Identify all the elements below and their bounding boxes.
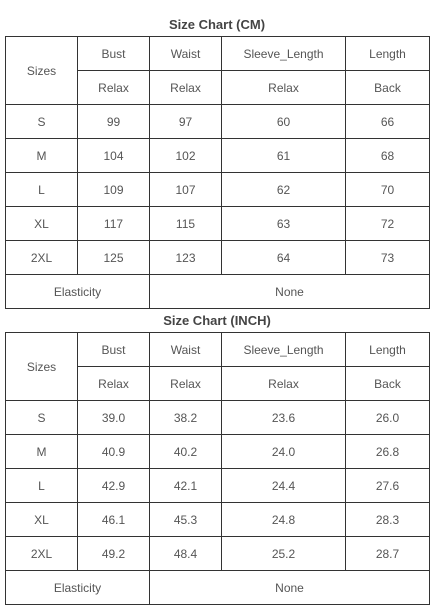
value-cell: 23.6	[222, 401, 346, 435]
column-header: Length	[346, 333, 430, 367]
elasticity-value: None	[150, 571, 430, 605]
value-cell: 62	[222, 173, 346, 207]
table-row	[6, 469, 430, 503]
value-cell: 97	[150, 105, 222, 139]
table-row	[6, 173, 430, 207]
value-cell: 45.3	[150, 503, 222, 537]
size-cell: S	[6, 401, 78, 435]
table-row	[6, 435, 430, 469]
table-row	[6, 207, 430, 241]
size-cell: XL	[6, 503, 78, 537]
footer-row	[6, 275, 430, 309]
table-row	[6, 105, 430, 139]
value-cell: 61	[222, 139, 346, 173]
table-row	[6, 139, 430, 173]
size-cell: L	[6, 173, 78, 207]
value-cell: 73	[346, 241, 430, 275]
size-cell: 2XL	[6, 537, 78, 571]
column-header: Bust	[78, 37, 150, 71]
value-cell: 28.3	[346, 503, 430, 537]
size-table	[5, 36, 430, 309]
value-cell: 42.9	[78, 469, 150, 503]
size-cell: S	[6, 105, 78, 139]
size-cell: XL	[6, 207, 78, 241]
value-cell: 72	[346, 207, 430, 241]
sizes-header: Sizes	[6, 333, 78, 401]
value-cell: 123	[150, 241, 222, 275]
value-cell: 109	[78, 173, 150, 207]
value-cell: 70	[346, 173, 430, 207]
column-subheader: Relax	[78, 367, 150, 401]
value-cell: 26.8	[346, 435, 430, 469]
value-cell: 125	[78, 241, 150, 275]
value-cell: 42.1	[150, 469, 222, 503]
size-cell: L	[6, 469, 78, 503]
value-cell: 117	[78, 207, 150, 241]
header-row	[6, 333, 430, 367]
chart-title: Size Chart (INCH)	[163, 313, 271, 328]
size-cell: M	[6, 139, 78, 173]
table-row	[6, 537, 430, 571]
column-subheader: Back	[346, 367, 430, 401]
value-cell: 46.1	[78, 503, 150, 537]
size-chart-cm	[5, 14, 429, 309]
value-cell: 49.2	[78, 537, 150, 571]
value-cell: 40.9	[78, 435, 150, 469]
size-chart-inch	[5, 310, 429, 605]
value-cell: 60	[222, 105, 346, 139]
column-header: Bust	[78, 333, 150, 367]
size-cell: M	[6, 435, 78, 469]
elasticity-value: None	[150, 275, 430, 309]
value-cell: 107	[150, 173, 222, 207]
header-row	[6, 37, 430, 71]
value-cell: 64	[222, 241, 346, 275]
value-cell: 28.7	[346, 537, 430, 571]
value-cell: 99	[78, 105, 150, 139]
column-subheader: Relax	[150, 71, 222, 105]
chart-title: Size Chart (CM)	[168, 17, 266, 32]
value-cell: 48.4	[150, 537, 222, 571]
footer-row	[6, 571, 430, 605]
value-cell: 24.4	[222, 469, 346, 503]
value-cell: 68	[346, 139, 430, 173]
value-cell: 39.0	[78, 401, 150, 435]
value-cell: 24.0	[222, 435, 346, 469]
column-subheader: Relax	[150, 367, 222, 401]
table-row	[6, 503, 430, 537]
elasticity-label: Elasticity	[6, 275, 150, 309]
column-subheader: Back	[346, 71, 430, 105]
size-table	[5, 332, 430, 605]
value-cell: 66	[346, 105, 430, 139]
column-header: Length	[346, 37, 430, 71]
value-cell: 102	[150, 139, 222, 173]
column-header: Sleeve_Length	[222, 333, 346, 367]
value-cell: 27.6	[346, 469, 430, 503]
elasticity-label: Elasticity	[6, 571, 150, 605]
value-cell: 104	[78, 139, 150, 173]
value-cell: 25.2	[222, 537, 346, 571]
column-header: Waist	[150, 333, 222, 367]
value-cell: 26.0	[346, 401, 430, 435]
table-row	[6, 241, 430, 275]
column-subheader: Relax	[222, 71, 346, 105]
value-cell: 115	[150, 207, 222, 241]
size-cell: 2XL	[6, 241, 78, 275]
column-subheader: Relax	[222, 367, 346, 401]
column-subheader: Relax	[78, 71, 150, 105]
value-cell: 63	[222, 207, 346, 241]
value-cell: 24.8	[222, 503, 346, 537]
column-header: Sleeve_Length	[222, 37, 346, 71]
value-cell: 40.2	[150, 435, 222, 469]
value-cell: 38.2	[150, 401, 222, 435]
column-header: Waist	[150, 37, 222, 71]
sizes-header: Sizes	[6, 37, 78, 105]
table-row	[6, 401, 430, 435]
